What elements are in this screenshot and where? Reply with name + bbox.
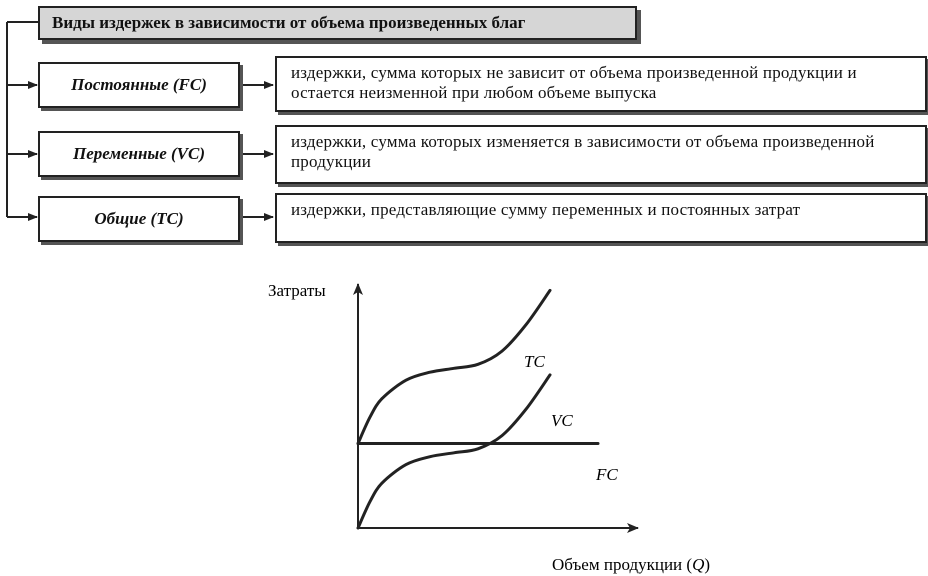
category-fc-label: Постоянные (FC): [71, 75, 207, 94]
category-tc: [38, 196, 240, 242]
x-axis-label-var: Q: [692, 555, 705, 574]
definition-tc: [275, 193, 927, 243]
x-axis-label-prefix: Объем продукции (: [552, 555, 693, 574]
fc-curve-label: FC: [596, 465, 618, 484]
category-tc-label: Общие (TC): [94, 209, 184, 228]
diagram-title-text: Виды издержек в зависимости от объема произведенных благ: [52, 13, 526, 32]
tc-curve: [358, 290, 550, 443]
definition-tc-text: издержки, представляющие сумму переменных и постоянных затрат: [291, 200, 801, 219]
vc-curve: [358, 375, 550, 528]
x-axis-label: [552, 555, 710, 574]
definition-vc: [275, 125, 927, 184]
category-vc: [38, 131, 240, 177]
category-fc: [38, 62, 240, 108]
definition-fc-text: издержки, сумма которых не зависит от объема произведенной продукции и остается неизменной при любом объеме выпуска: [291, 63, 857, 102]
definition-fc: [275, 56, 927, 112]
cost-curves-chart: [0, 250, 928, 576]
definition-vc-text: издержки, сумма которых изменяется в зависимости от объема произведенной продукции: [291, 132, 875, 171]
category-vc-label: Переменные (VC): [72, 144, 206, 163]
vc-curve-label: VC: [551, 411, 573, 430]
x-axis-label-suffix: ): [704, 555, 711, 574]
tc-curve-label: TC: [524, 352, 545, 371]
y-axis-label: Затраты: [268, 281, 326, 300]
